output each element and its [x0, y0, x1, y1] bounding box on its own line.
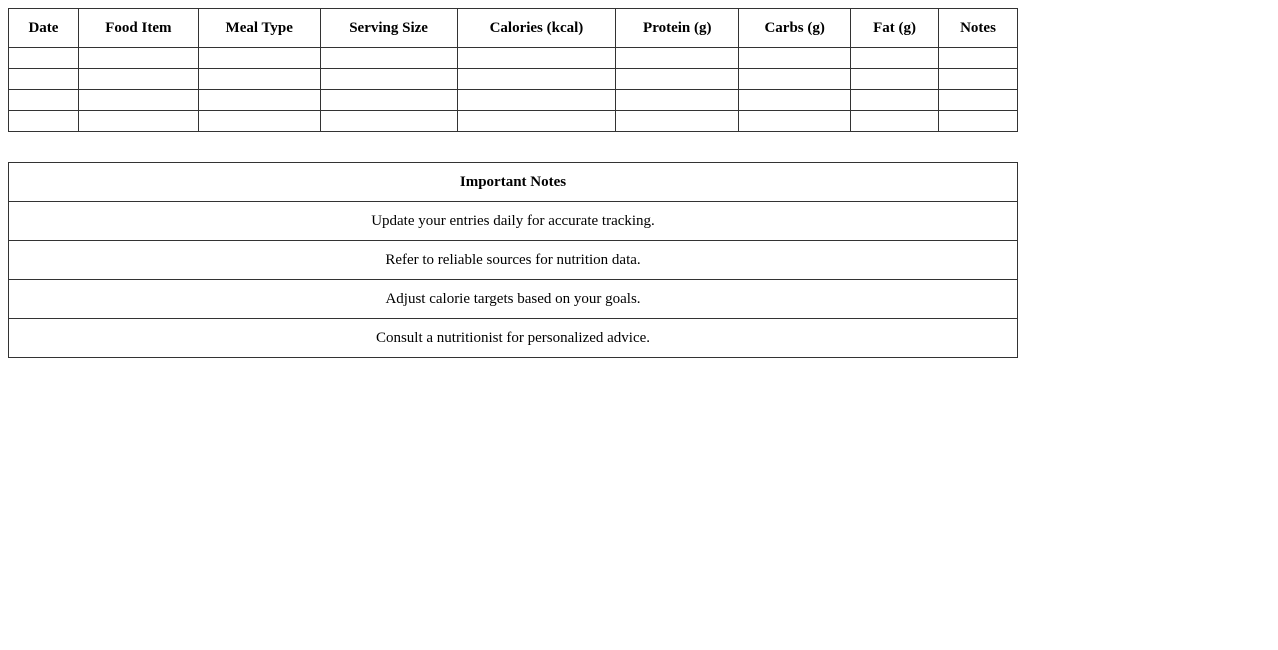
list-item [9, 241, 1018, 280]
table-cell[interactable] [78, 90, 198, 111]
table-cell[interactable] [78, 48, 198, 69]
table-cell[interactable] [9, 48, 79, 69]
table-cell[interactable] [851, 69, 939, 90]
note-item: Update your entries daily for accurate tracking. [9, 202, 1018, 241]
list-item [9, 319, 1018, 358]
table-row [9, 69, 1018, 90]
table-cell[interactable] [739, 69, 851, 90]
table-cell[interactable] [851, 48, 939, 69]
table-cell[interactable] [457, 90, 616, 111]
table-cell[interactable] [739, 48, 851, 69]
table-cell[interactable] [198, 48, 320, 69]
table-cell[interactable] [739, 111, 851, 132]
header-protein: Protein (g) [616, 9, 739, 48]
note-item: Consult a nutritionist for personalized advice. [9, 319, 1018, 358]
table-cell[interactable] [9, 90, 79, 111]
table-cell[interactable] [198, 111, 320, 132]
table-cell[interactable] [939, 48, 1018, 69]
important-notes-table [8, 162, 1018, 358]
table-cell[interactable] [320, 90, 457, 111]
header-carbs: Carbs (g) [739, 9, 851, 48]
table-cell[interactable] [616, 111, 739, 132]
table-cell[interactable] [851, 111, 939, 132]
table-cell[interactable] [9, 69, 79, 90]
table-cell[interactable] [320, 111, 457, 132]
table-cell[interactable] [739, 90, 851, 111]
food-log-table [8, 8, 1018, 132]
table-cell[interactable] [616, 69, 739, 90]
table-cell[interactable] [939, 90, 1018, 111]
header-date: Date [9, 9, 79, 48]
table-cell[interactable] [939, 111, 1018, 132]
table-cell[interactable] [78, 69, 198, 90]
table-cell[interactable] [457, 69, 616, 90]
header-calories: Calories (kcal) [457, 9, 616, 48]
header-notes: Notes [939, 9, 1018, 48]
header-serving-size: Serving Size [320, 9, 457, 48]
table-cell[interactable] [939, 69, 1018, 90]
table-cell[interactable] [457, 111, 616, 132]
table-cell[interactable] [320, 48, 457, 69]
list-item [9, 202, 1018, 241]
table-cell[interactable] [616, 48, 739, 69]
list-item [9, 280, 1018, 319]
table-cell[interactable] [9, 111, 79, 132]
table-cell[interactable] [198, 90, 320, 111]
table-row [9, 90, 1018, 111]
table-row [9, 111, 1018, 132]
table-row [9, 48, 1018, 69]
table-header-row [9, 9, 1018, 48]
table-cell[interactable] [78, 111, 198, 132]
note-item: Refer to reliable sources for nutrition data. [9, 241, 1018, 280]
notes-header-row [9, 163, 1018, 202]
header-meal-type: Meal Type [198, 9, 320, 48]
notes-title: Important Notes [9, 163, 1018, 202]
note-item: Adjust calorie targets based on your goals. [9, 280, 1018, 319]
table-cell[interactable] [198, 69, 320, 90]
table-cell[interactable] [457, 48, 616, 69]
header-fat: Fat (g) [851, 9, 939, 48]
table-cell[interactable] [851, 90, 939, 111]
header-food-item: Food Item [78, 9, 198, 48]
table-cell[interactable] [320, 69, 457, 90]
table-cell[interactable] [616, 90, 739, 111]
